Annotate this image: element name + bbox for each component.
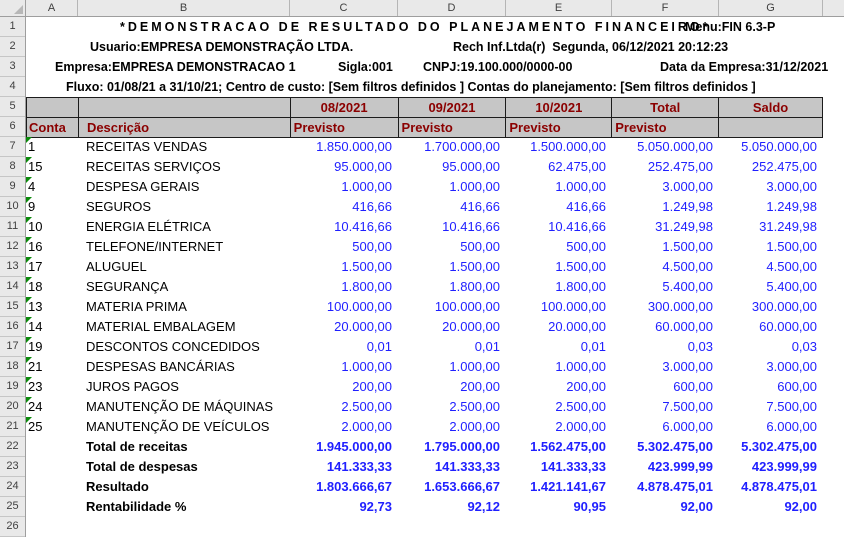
column-header-e[interactable]: E: [506, 0, 612, 16]
cell-conta[interactable]: [26, 217, 78, 237]
row-header-7[interactable]: 7: [0, 137, 25, 157]
cell-previsto-09[interactable]: 10.416,66: [442, 219, 500, 234]
cell-saldo[interactable]: 1.249,98: [766, 199, 817, 214]
cell-total[interactable]: 31.249,98: [655, 219, 713, 234]
table-row: [26, 317, 823, 337]
cell-previsto-08[interactable]: 10.416,66: [334, 219, 392, 234]
cell-saldo[interactable]: 3.000,00: [766, 179, 817, 194]
report-filter-row: [26, 77, 844, 97]
comment-triangle-icon: [26, 217, 32, 223]
cell-total[interactable]: 300.000,00: [647, 299, 713, 314]
cell-previsto-08[interactable]: 100.000,00: [326, 299, 392, 314]
period-header-row: [27, 98, 823, 118]
summary-row: [26, 497, 823, 517]
row-header-9[interactable]: 9: [0, 177, 25, 197]
table-row: [26, 197, 823, 217]
cell-previsto-10[interactable]: 0,01: [580, 339, 606, 354]
cell-descricao[interactable]: MANUTENÇÃO DE MÁQUINAS: [86, 399, 274, 414]
report-title-row: [26, 17, 844, 37]
report-usuario: Usuario:EMPRESA DEMONSTRAÇÃO LTDA.: [90, 40, 354, 54]
cell-previsto-10[interactable]: 100.000,00: [540, 299, 606, 314]
cell-conta[interactable]: [26, 197, 78, 217]
cell-descricao[interactable]: SEGUROS: [86, 199, 152, 214]
cell-previsto-09[interactable]: 2.500,00: [449, 399, 500, 414]
column-header-f[interactable]: F: [612, 0, 719, 16]
cell-previsto-08[interactable]: 1.000,00: [341, 179, 392, 194]
cell-conta[interactable]: [26, 377, 78, 397]
table-row: [26, 277, 823, 297]
conta-value: 17: [28, 259, 43, 274]
cell-previsto-08[interactable]: 1.945.000,00: [316, 439, 392, 454]
conta-value: 25: [28, 419, 43, 434]
cell-conta-empty[interactable]: [26, 477, 78, 497]
row-header-1[interactable]: 1: [0, 17, 25, 37]
report-cnpj: CNPJ:19.100.000/0000-00: [423, 60, 573, 74]
cell-conta[interactable]: [26, 397, 78, 417]
cell-previsto-08[interactable]: 2.000,00: [341, 419, 392, 434]
cell-conta[interactable]: [26, 157, 78, 177]
cell-descricao[interactable]: JUROS PAGOS: [86, 379, 179, 394]
cell-previsto-09[interactable]: 92,12: [467, 499, 500, 514]
table-row: [26, 157, 823, 177]
row-header-6[interactable]: 6: [0, 117, 25, 137]
cell-previsto-09[interactable]: 200,00: [460, 379, 500, 394]
cell-previsto-09[interactable]: 1.700.000,00: [424, 139, 500, 154]
cell-total[interactable]: 1.249,98: [662, 199, 713, 214]
comment-triangle-icon: [26, 377, 32, 383]
cell-previsto-08[interactable]: 0,01: [366, 339, 392, 354]
cell-descricao[interactable]: RECEITAS VENDAS: [86, 139, 208, 154]
cell-conta[interactable]: [26, 277, 78, 297]
cell-descricao[interactable]: ENERGIA ELÉTRICA: [86, 219, 211, 234]
cell-previsto-08[interactable]: 416,66: [352, 199, 392, 214]
cell-previsto-10[interactable]: 1.000,00: [555, 359, 606, 374]
cell-previsto-09[interactable]: 1.000,00: [449, 179, 500, 194]
cell-saldo[interactable]: 92,00: [784, 499, 817, 514]
comment-triangle-icon: [26, 177, 32, 183]
cell-previsto-10[interactable]: 1.800,00: [555, 279, 606, 294]
header-previsto-total[interactable]: Previsto: [612, 118, 719, 138]
row-header-5[interactable]: 5: [0, 97, 25, 117]
cell-saldo[interactable]: 5.400,00: [766, 279, 817, 294]
cell-total[interactable]: 6.000,00: [662, 419, 713, 434]
conta-value: 14: [28, 319, 43, 334]
cell-previsto-08[interactable]: 1.500,00: [341, 259, 392, 274]
comment-triangle-icon: [26, 417, 32, 423]
table-header: [26, 97, 823, 138]
row-header-26[interactable]: 26: [0, 517, 25, 537]
cell-previsto-09[interactable]: 1.000,00: [449, 359, 500, 374]
cell-saldo[interactable]: 6.000,00: [766, 419, 817, 434]
comment-triangle-icon: [26, 397, 32, 403]
cell-descricao[interactable]: MATERIAL EMBALAGEM: [86, 319, 236, 334]
cell-previsto-08[interactable]: 92,73: [359, 499, 392, 514]
column-headers: [26, 0, 844, 17]
row-header-16[interactable]: 16: [0, 317, 25, 337]
conta-value: 16: [28, 239, 43, 254]
cell-conta[interactable]: [26, 257, 78, 277]
header-previsto-08[interactable]: Previsto: [291, 118, 399, 138]
cell-saldo[interactable]: 7.500,00: [766, 399, 817, 414]
comment-triangle-icon: [26, 357, 32, 363]
cell-descricao[interactable]: DESPESA GERAIS: [86, 179, 200, 194]
row-header-21[interactable]: 21: [0, 417, 25, 437]
cell-previsto-09[interactable]: 1.800,00: [449, 279, 500, 294]
report-user-row: [26, 37, 844, 57]
row-header-10[interactable]: 10: [0, 197, 25, 217]
row-header-4[interactable]: 4: [0, 77, 25, 97]
cell-previsto-09[interactable]: 141.333,33: [434, 459, 500, 474]
row-header-22[interactable]: 22: [0, 437, 25, 457]
cell-descricao[interactable]: SEGURANÇA: [86, 279, 169, 294]
header-saldo[interactable]: Saldo: [719, 98, 823, 118]
cell-conta[interactable]: [26, 417, 78, 437]
table-row: [26, 137, 823, 157]
select-all-triangle-icon: [14, 5, 23, 14]
select-all-corner[interactable]: [0, 0, 26, 17]
cell-previsto-09[interactable]: 0,01: [474, 339, 500, 354]
cell-descricao[interactable]: RECEITAS SERVIÇOS: [86, 159, 221, 174]
row-header-2[interactable]: 2: [0, 37, 25, 57]
cell-summary-label[interactable]: Rentabilidade %: [86, 499, 187, 514]
cell-previsto-08[interactable]: 500,00: [352, 239, 392, 254]
cell-conta-empty[interactable]: [26, 437, 78, 457]
report-company-row: [26, 57, 844, 77]
cell-previsto-08[interactable]: 200,00: [352, 379, 392, 394]
cell-previsto-09[interactable]: 1.795.000,00: [424, 439, 500, 454]
cell-descricao[interactable]: MATERIA PRIMA: [86, 299, 187, 314]
cell-saldo[interactable]: 31.249,98: [759, 219, 817, 234]
row-header-11[interactable]: 11: [0, 217, 25, 237]
cell-previsto-08[interactable]: 141.333,33: [326, 459, 392, 474]
report-data-empresa: Data da Empresa:31/12/2021: [660, 60, 829, 74]
header-period-10-2021[interactable]: 10/2021: [506, 98, 612, 118]
cell-previsto-10[interactable]: 500,00: [566, 239, 606, 254]
column-header-c[interactable]: C: [290, 0, 398, 16]
cell-total[interactable]: 1.500,00: [662, 239, 713, 254]
header-blank-saldo[interactable]: [719, 118, 823, 138]
cell-total[interactable]: 5.400,00: [662, 279, 713, 294]
header-previsto-09[interactable]: Previsto: [399, 118, 507, 138]
header-total[interactable]: Total: [612, 98, 719, 118]
conta-value: 19: [28, 339, 43, 354]
table-data-rows: [26, 137, 823, 437]
cell-previsto-10[interactable]: 62.475,00: [548, 159, 606, 174]
cell-conta-empty[interactable]: [26, 497, 78, 517]
summary-row: [26, 437, 823, 457]
comment-triangle-icon: [26, 237, 32, 243]
row-header-18[interactable]: 18: [0, 357, 25, 377]
report-title: *DEMONSTRACAO DE RESULTADO DO PLANEJAMENTO FINANCEIRO*: [120, 20, 711, 34]
cell-total[interactable]: 4.878.475,01: [637, 479, 713, 494]
cell-previsto-10[interactable]: 1.421.141,67: [530, 479, 606, 494]
cell-previsto-10[interactable]: 200,00: [566, 379, 606, 394]
conta-value: 10: [28, 219, 43, 234]
cell-total[interactable]: 600,00: [673, 379, 713, 394]
cell-previsto-10[interactable]: 141.333,33: [540, 459, 606, 474]
cell-saldo[interactable]: 3.000,00: [766, 359, 817, 374]
cell-total[interactable]: 5.050.000,00: [637, 139, 713, 154]
conta-value: 15: [28, 159, 43, 174]
sub-header-row: [27, 118, 823, 138]
cell-total[interactable]: 5.302.475,00: [637, 439, 713, 454]
row-header-23[interactable]: 23: [0, 457, 25, 477]
cell-previsto-09[interactable]: 20.000,00: [442, 319, 500, 334]
table-row: [26, 237, 823, 257]
cell-previsto-09[interactable]: 500,00: [460, 239, 500, 254]
cell-conta[interactable]: [26, 317, 78, 337]
cell-previsto-09[interactable]: 2.000,00: [449, 419, 500, 434]
comment-triangle-icon: [26, 317, 32, 323]
sheet-body: [26, 17, 844, 537]
cell-previsto-10[interactable]: 1.562.475,00: [530, 439, 606, 454]
header-blank-a5[interactable]: [27, 98, 79, 118]
cell-saldo[interactable]: 300.000,00: [751, 299, 817, 314]
cell-previsto-09[interactable]: 416,66: [460, 199, 500, 214]
cell-summary-label[interactable]: Total de despesas: [86, 459, 198, 474]
header-descricao[interactable]: Descrição: [79, 118, 291, 138]
comment-triangle-icon: [26, 197, 32, 203]
row-header-17[interactable]: 17: [0, 337, 25, 357]
column-header-a[interactable]: A: [26, 0, 78, 16]
cell-saldo[interactable]: 4.500,00: [766, 259, 817, 274]
row-header-13[interactable]: 13: [0, 257, 25, 277]
cell-total[interactable]: 423.999,99: [647, 459, 713, 474]
conta-value: 9: [28, 199, 36, 214]
comment-triangle-icon: [26, 297, 32, 303]
cell-saldo[interactable]: 423.999,99: [751, 459, 817, 474]
cell-previsto-09[interactable]: 95.000,00: [442, 159, 500, 174]
cell-descricao[interactable]: DESPESAS BANCÁRIAS: [86, 359, 235, 374]
cell-total[interactable]: 4.500,00: [662, 259, 713, 274]
conta-value: 4: [28, 179, 36, 194]
column-header-d[interactable]: D: [398, 0, 506, 16]
report-empresa: Empresa:EMPRESA DEMONSTRACAO 1: [55, 60, 296, 74]
cell-previsto-10[interactable]: 10.416,66: [548, 219, 606, 234]
row-header-25[interactable]: 25: [0, 497, 25, 517]
cell-descricao[interactable]: TELEFONE/INTERNET: [86, 239, 224, 254]
cell-total[interactable]: 92,00: [680, 499, 713, 514]
cell-conta-empty[interactable]: [26, 457, 78, 477]
conta-value: 21: [28, 359, 43, 374]
conta-value: 18: [28, 279, 43, 294]
row-header-12[interactable]: 12: [0, 237, 25, 257]
comment-triangle-icon: [26, 337, 32, 343]
cell-descricao[interactable]: DESCONTOS CONCEDIDOS: [86, 339, 260, 354]
cell-conta[interactable]: [26, 137, 78, 157]
header-previsto-10[interactable]: Previsto: [506, 118, 612, 138]
cell-saldo[interactable]: 600,00: [777, 379, 817, 394]
table-row: [26, 357, 823, 377]
cell-previsto-09[interactable]: 100.000,00: [434, 299, 500, 314]
cell-previsto-10[interactable]: 1.000,00: [555, 179, 606, 194]
table-row: [26, 257, 823, 277]
cell-previsto-10[interactable]: 20.000,00: [548, 319, 606, 334]
cell-previsto-08[interactable]: 1.800,00: [341, 279, 392, 294]
row-header-24[interactable]: 24: [0, 477, 25, 497]
cell-conta[interactable]: [26, 177, 78, 197]
table-row: [26, 177, 823, 197]
cell-descricao[interactable]: ALUGUEL: [86, 259, 147, 274]
conta-value: 13: [28, 299, 43, 314]
cell-saldo[interactable]: 5.050.000,00: [741, 139, 817, 154]
cell-conta[interactable]: [26, 237, 78, 257]
cell-previsto-08[interactable]: 2.500,00: [341, 399, 392, 414]
column-header-filler[interactable]: [823, 0, 844, 16]
cell-previsto-10[interactable]: 2.000,00: [555, 419, 606, 434]
cell-total[interactable]: 60.000,00: [655, 319, 713, 334]
cell-conta[interactable]: [26, 337, 78, 357]
cell-previsto-08[interactable]: 1.803.666,67: [316, 479, 392, 494]
header-blank-b5[interactable]: [79, 98, 291, 118]
cell-descricao[interactable]: MANUTENÇÃO DE VEÍCULOS: [86, 419, 270, 434]
cell-saldo[interactable]: 0,03: [791, 339, 817, 354]
cell-total[interactable]: 252.475,00: [647, 159, 713, 174]
column-header-b[interactable]: B: [78, 0, 290, 16]
row-header-20[interactable]: 20: [0, 397, 25, 417]
report-vendor-datetime: Rech Inf.Ltda(r) Segunda, 06/12/2021 20:12:23: [453, 40, 729, 54]
report-fluxo: Fluxo: 01/08/21 a 31/10/21; Centro de custo: [Sem filtros definidos ] Contas do planejamento: [Sem filtros definidos ]: [66, 80, 756, 94]
table-summary-rows: [26, 437, 823, 517]
row-gutter: [0, 17, 26, 537]
cell-summary-label[interactable]: Resultado: [86, 479, 149, 494]
cell-previsto-10[interactable]: 2.500,00: [555, 399, 606, 414]
cell-previsto-08[interactable]: 1.000,00: [341, 359, 392, 374]
row-header-15[interactable]: 15: [0, 297, 25, 317]
column-header-g[interactable]: G: [719, 0, 823, 16]
conta-value: 23: [28, 379, 43, 394]
cell-total[interactable]: 0,03: [687, 339, 713, 354]
table-row: [26, 217, 823, 237]
cell-saldo[interactable]: 1.500,00: [766, 239, 817, 254]
row-header-19[interactable]: 19: [0, 377, 25, 397]
summary-row: [26, 477, 823, 497]
header-conta[interactable]: Conta: [27, 118, 79, 138]
conta-value: 24: [28, 399, 43, 414]
cell-summary-label[interactable]: Total de receitas: [86, 439, 188, 454]
header-period-08-2021[interactable]: 08/2021: [291, 98, 399, 118]
cell-total[interactable]: 3.000,00: [662, 359, 713, 374]
cell-saldo[interactable]: 252.475,00: [751, 159, 817, 174]
comment-triangle-icon: [26, 277, 32, 283]
cell-previsto-10[interactable]: 1.500,00: [555, 259, 606, 274]
cell-previsto-08[interactable]: 20.000,00: [334, 319, 392, 334]
cell-conta[interactable]: [26, 297, 78, 317]
cell-previsto-10[interactable]: 90,95: [573, 499, 606, 514]
table-row: [26, 377, 823, 397]
cell-conta[interactable]: [26, 357, 78, 377]
header-period-09-2021[interactable]: 09/2021: [399, 98, 507, 118]
report-sigla: Sigla:001: [338, 60, 393, 74]
cell-total[interactable]: 3.000,00: [662, 179, 713, 194]
cell-previsto-08[interactable]: 1.850.000,00: [316, 139, 392, 154]
cell-total[interactable]: 7.500,00: [662, 399, 713, 414]
row-header-8[interactable]: 8: [0, 157, 25, 177]
table-row: [26, 417, 823, 437]
comment-triangle-icon: [26, 157, 32, 163]
conta-value: 1: [28, 139, 36, 154]
table-row: [26, 337, 823, 357]
cell-saldo[interactable]: 60.000,00: [759, 319, 817, 334]
cell-previsto-08[interactable]: 95.000,00: [334, 159, 392, 174]
cell-saldo[interactable]: 4.878.475,01: [741, 479, 817, 494]
cell-previsto-10[interactable]: 416,66: [566, 199, 606, 214]
table-row: [26, 297, 823, 317]
cell-previsto-10[interactable]: 1.500.000,00: [530, 139, 606, 154]
row-header-14[interactable]: 14: [0, 277, 25, 297]
cell-previsto-09[interactable]: 1.653.666,67: [424, 479, 500, 494]
report-menu-code: Menu:FIN 6.3-P: [685, 20, 776, 34]
comment-triangle-icon: [26, 137, 32, 143]
row-header-3[interactable]: 3: [0, 57, 25, 77]
table-row: [26, 397, 823, 417]
cell-previsto-09[interactable]: 1.500,00: [449, 259, 500, 274]
cell-saldo[interactable]: 5.302.475,00: [741, 439, 817, 454]
summary-row: [26, 457, 823, 477]
comment-triangle-icon: [26, 257, 32, 263]
